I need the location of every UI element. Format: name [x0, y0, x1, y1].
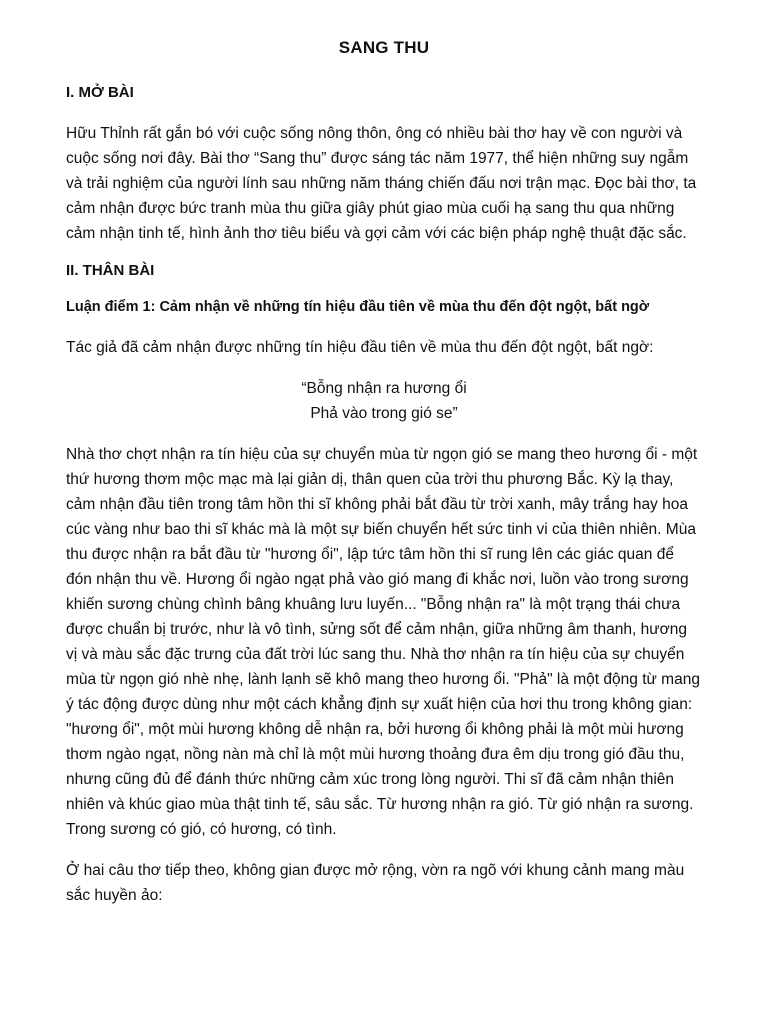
- section-heading-body: II. THÂN BÀI: [66, 262, 155, 279]
- poem-line-1: “Bỗng nhận ra hương ổi: [301, 380, 467, 397]
- transition-paragraph: Ở hai câu thơ tiếp theo, không gian được mở rộng, vờn ra ngõ với khung cảnh mang màu sắc huyền ảo:: [66, 862, 685, 904]
- analysis-paragraph: Nhà thơ chợt nhận ra tín hiệu của sự chuyển mùa từ ngọn gió se mang theo hương ổi - một thứ hương thơm mộc mạc mà lại giản dị, thân quen của trời thu phương Bắc. Kỳ lạ thay, cảm nhận đầu tiên trong tâm hồn thi sĩ không phải bắt đầu từ trời xanh, mây trắng hay hoa cúc vàng như bao thi sĩ khác mà là một sự biến chuyển hết sức tinh vi của thiên nhiên. Mùa thu được nhận ra bắt đầu từ "hương ổi", lập tức tâm hồn thi sĩ rung lên các giác quan để đón nhận thu về. Hương ổi ngào ngạt phả vào gió mang đi khắc nơi, luồn vào trong sương khiến sương chùng chình bâng khuâng lưu luyến... "Bỗng nhận ra" là một trạng thái chưa được chuẩn bị trước, như là vô tình, sửng sốt để cảm nhận, giữa những âm thanh, hương vị và màu sắc đặc trưng của đất trời lúc sang thu. Nhà thơ nhận ra tín hiệu của sự chuyển mùa từ ngọn gió nhè nhẹ, lành lạnh sẽ khô mang theo hương ổi. "Phả" là một động từ mang ý tác động được dùng như một cách khẳng định sự xuất hiện của hơi thu trong không gian: "hương ổi", một mùi hương không dễ nhận ra, bởi hương ổi không phải là một mùi hương thơm ngào ngạt, nồng nàn mà chỉ là một mùi hương thoảng đưa êm dịu trong gió đầu thu, nhưng cũng đủ để đánh thức những cảm xúc trong lòng người. Thi sĩ đã cảm nhận thiên nhiên và khúc giao mùa thật tinh tế, sâu sắc. Từ hương nhận ra gió. Từ gió nhận ra sương. Trong sương có gió, có hương, có tình.: [66, 446, 700, 838]
- section-heading-intro: I. MỞ BÀI: [66, 84, 134, 101]
- intro-paragraph: Hữu Thỉnh rất gắn bó với cuộc sống nông thôn, ông có nhiều bài thơ hay về con người và cuộc sống nơi đây. Bài thơ “Sang thu” được sáng tác năm 1977, thể hiện những suy ngẫm và trải nghiệm của người lính sau những năm tháng chiến đấu nơi trận mạc. Đọc bài thơ, ta cảm nhận được bức tranh mùa thu giữa giây phút giao mùa cuối hạ sang thu qua những cảm nhận tinh tế, hình ảnh thơ tiêu biểu và gợi cảm với các biện pháp nghệ thuật đặc sắc.: [66, 125, 697, 242]
- document-title: SANG THU: [338, 38, 430, 57]
- point-1-heading: Luận điểm 1: Cảm nhận về những tín hiệu đầu tiên về mùa thu đến đột ngột, bất ngờ: [66, 299, 650, 315]
- poem-line-2: Phả vào trong gió se”: [310, 405, 458, 422]
- poem-quote: [66, 376, 702, 426]
- point-1-intro: Tác giả đã cảm nhận được những tín hiệu đầu tiên về mùa thu đến đột ngột, bất ngờ:: [66, 339, 654, 356]
